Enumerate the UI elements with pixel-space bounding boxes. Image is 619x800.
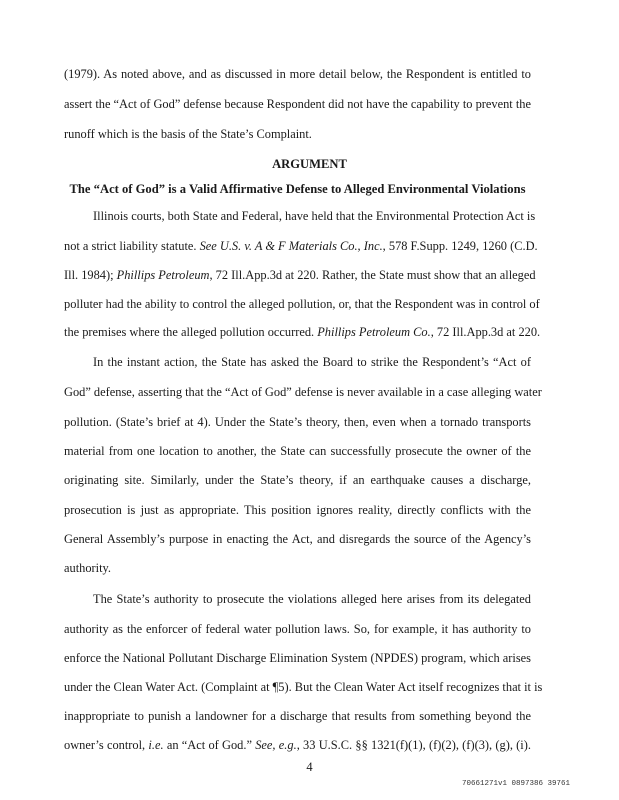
text-line: polluter had the ability to control the alleged pollution, or, that the Respondent was in control of (64, 297, 540, 311)
document-id: 70661271v1 0897386 39761 (462, 780, 571, 788)
case-citation: See U.S. v. A & F Materials Co., Inc. (199, 239, 383, 253)
text-line: authority as the enforcer of federal water pollution laws. So, for example, it has authority to (64, 622, 531, 636)
signal-phrase: i.e. (148, 738, 164, 752)
text-line: In the instant action, the State has asked the Board to strike the Respondent’s “Act of (93, 355, 531, 369)
text-line: Ill. 1984); Phillips Petroleum, 72 Ill.App.3d at 220. Rather, the State must show that an alleged (64, 268, 536, 282)
case-citation: Phillips Petroleum (116, 268, 210, 282)
text-line: the premises where the alleged pollution occurred. Phillips Petroleum Co., 72 Ill.App.3d at 220. (64, 325, 541, 339)
text-line: owner’s control, i.e. an “Act of God.” See, e.g., 33 U.S.C. §§ 1321(f)(1), (f)(2), (f)(3), (g), (i). (64, 738, 531, 752)
subsection-heading: The “Act of God” is a Valid Affirmative Defense to Alleged Environmental Violations (69, 182, 526, 196)
text-line: runoff which is the basis of the State’s Complaint. (64, 127, 312, 141)
text-line: prosecution is just as appropriate. This position ignores reality, directly conflicts with the (64, 503, 531, 517)
text-line: General Assembly’s purpose in enacting the Act, and disregards the source of the Agency’s (64, 532, 531, 546)
text-line: Illinois courts, both State and Federal, have held that the Environmental Protection Act is (93, 209, 536, 223)
text-line: The State’s authority to prosecute the violations alleged here arises from its delegated (93, 592, 531, 606)
text-line: not a strict liability statute. See U.S. v. A & F Materials Co., Inc., 578 F.Supp. 1249, 1260 (C.D. (64, 239, 538, 253)
signal-phrase: See, e.g. (255, 738, 297, 752)
text-line: material from one location to another, the State can successfully prosecute the owner of the (64, 444, 531, 458)
text-line: originating site. Similarly, under the State’s theory, if an earthquake causes a discharge, (64, 473, 531, 487)
text-line: God” defense, asserting that the “Act of God” defense is never available in a case alleging water (64, 385, 542, 399)
text-line: under the Clean Water Act. (Complaint at ¶5). But the Clean Water Act itself recognizes that it is (64, 680, 543, 694)
text-line: pollution. (State’s brief at 4). Under the State’s theory, then, even when a tornado transports (64, 415, 531, 429)
case-citation: Phillips Petroleum Co. (317, 325, 431, 339)
text-line: authority. (64, 561, 112, 575)
text-line: enforce the National Pollutant Discharge Elimination System (NPDES) program, which arises (64, 651, 531, 665)
page-number: 4 (306, 760, 313, 774)
text-line: inappropriate to punish a landowner for a discharge that results from something beyond the (64, 709, 531, 723)
text-line: assert the “Act of God” defense because Respondent did not have the capability to prevent the (64, 97, 531, 111)
text-line: (1979). As noted above, and as discussed in more detail below, the Respondent is entitled to (64, 67, 531, 81)
section-heading: ARGUMENT (272, 157, 347, 171)
